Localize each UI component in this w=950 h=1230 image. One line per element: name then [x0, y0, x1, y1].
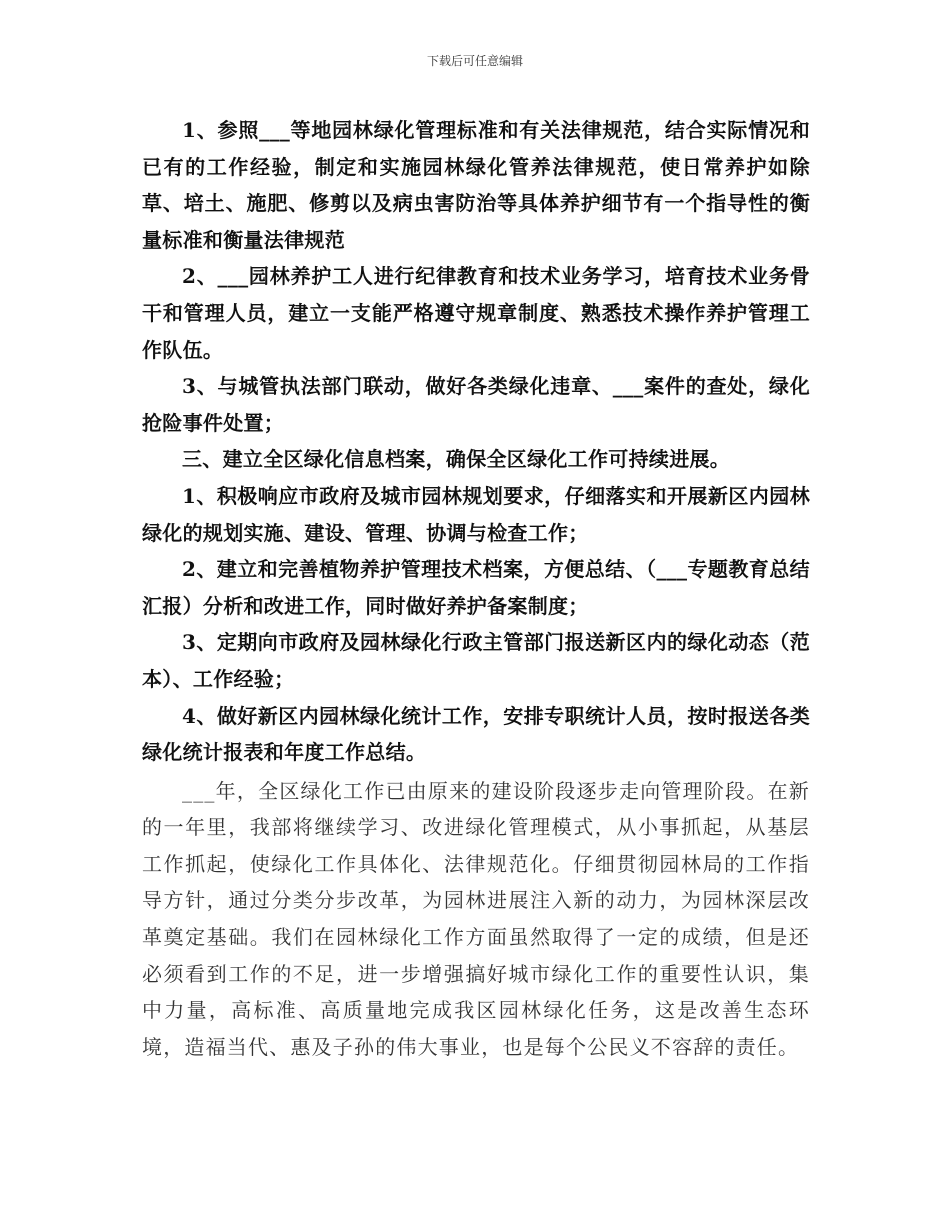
document-body — [142, 112, 810, 1065]
page-header-note: 下载后可任意编辑 — [426, 54, 523, 68]
paragraph-item-3: 3、与城管执法部门联动，做好各类绿化违章、___案件的查处，绿化抢险事件处置； — [142, 374, 810, 435]
paragraph-item-3-1: 1、积极响应市政府及城市园林规划要求，仔细落实和开展新区内园林绿化的规划实施、建设、管理、协调与检查工作； — [142, 483, 810, 545]
closing-paragraph: ___年，全区绿化工作已由原来的建设阶段逐步走向管理阶段。在新的一年里，我部将继续学习、改进绿化管理模式，从小事抓起，从基层工作抓起，使绿化工作具体化、法律规范化。仔细贯彻园林局的工作指导方针，通过分类分步改革，为园林进展注入新的动力，为园林深层改革奠定基础。我们在园林绿化工作方面虽然取得了一定的成绩，但是还必须看到工作的不足，进一步增强搞好城市绿化工作的重要性认识，集中力量，高标准、高质量地完成我区园林绿化任务，这是改善生态环境，造福当代、惠及子孙的伟大事业，也是每个公民义不容辞的责任。 — [142, 778, 810, 1059]
paragraph-item-3-3: 3、定期向市政府及园林绿化行政主管部门报送新区内的绿化动态（范本）、工作经验； — [142, 630, 810, 691]
paragraph-item-3-2: 2、建立和完善植物养护管理技术档案，方便总结、（___专题教育总结汇报）分析和改进工作，同时做好养护备案制度； — [142, 557, 810, 618]
paragraph-item-3-4: 4、做好新区内园林绿化统计工作，安排专职统计人员，按时报送各类绿化统计报表和年度工作总结。 — [142, 703, 810, 765]
section-heading-3: 三、建立全区绿化信息档案，确保全区绿化工作可持续进展。 — [182, 447, 731, 472]
paragraph-item-1: 1、参照___等地园林绿化管理标准和有关法律规范，结合实际情况和已有的工作经验，制定和实施园林绿化管养法律规范，使日常养护如除草、培土、施肥、修剪以及病虫害防治等具体养护细节有一个指导性的衡量标准和衡量法律规范 — [142, 118, 810, 252]
paragraph-item-2: 2、___园林养护工人进行纪律教育和技术业务学习，培育技术业务骨干和管理人员，建立一支能严格遵守规章制度、熟悉技术操作养护管理工作队伍。 — [142, 264, 810, 362]
